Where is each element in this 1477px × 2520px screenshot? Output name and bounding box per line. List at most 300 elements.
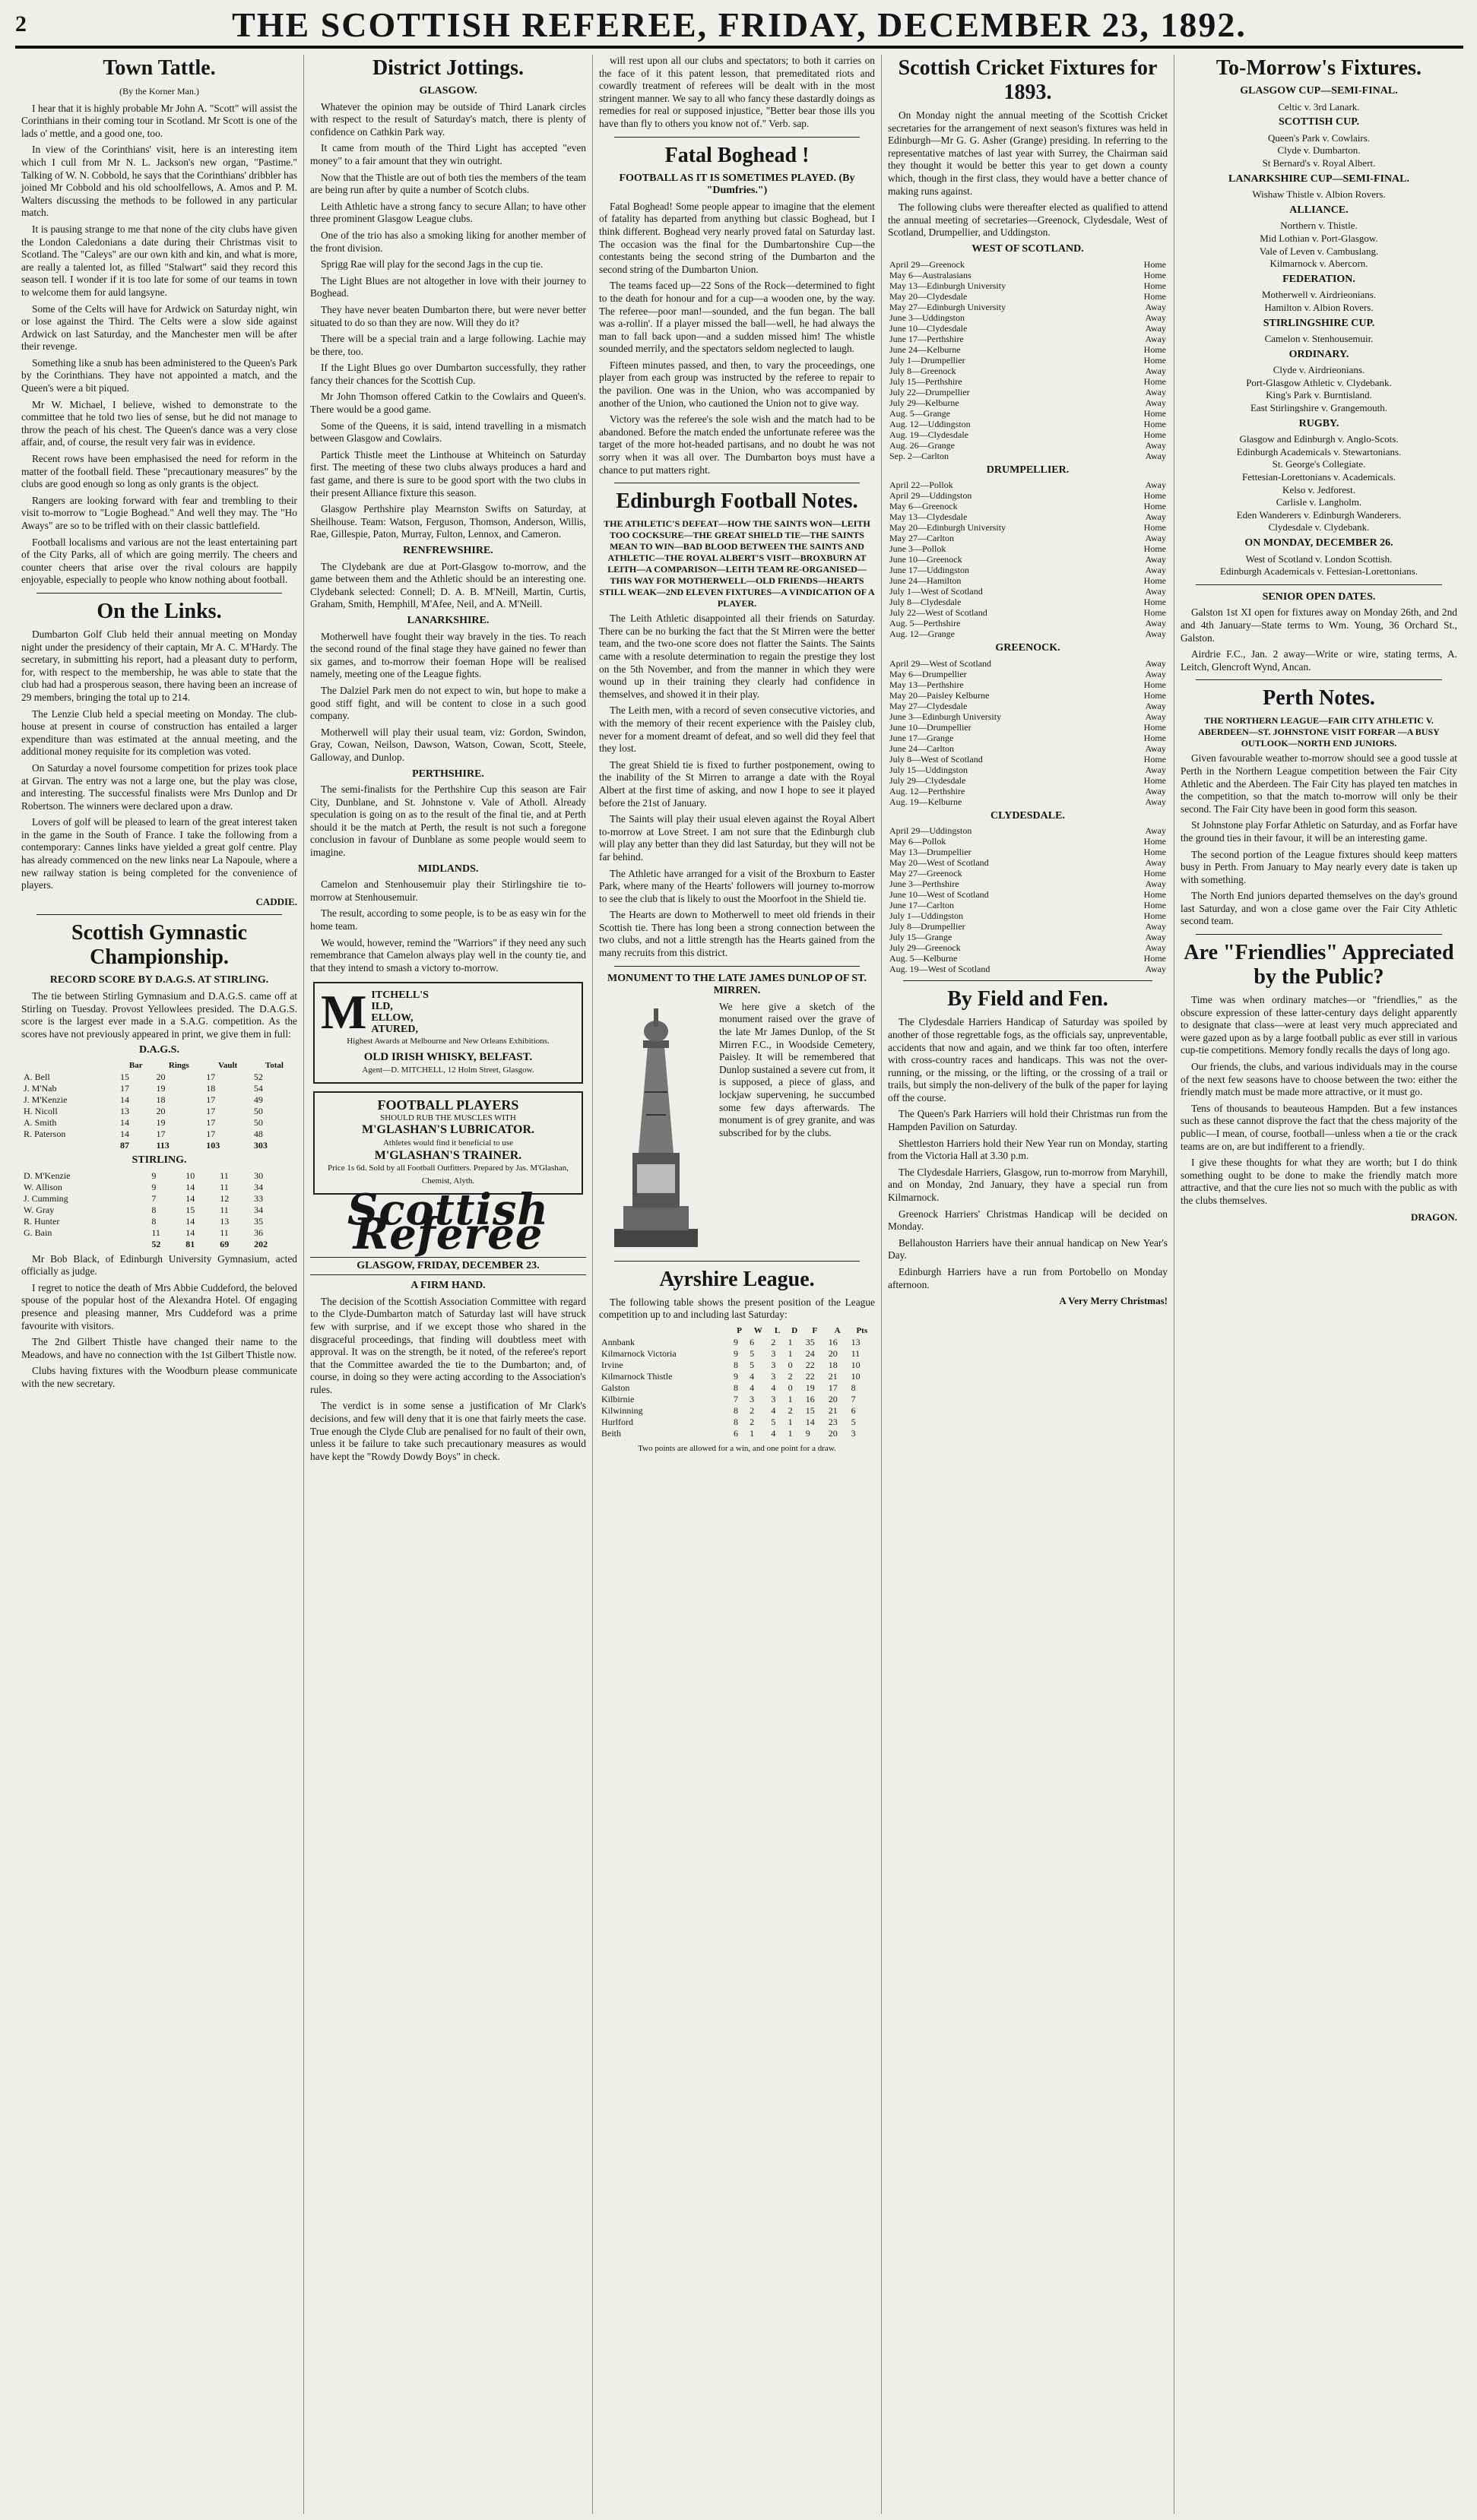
fixture-opponent: July 22—West of Scotland [889,607,987,619]
fixture-venue: Away [1145,511,1166,523]
fixture-row [888,825,1168,836]
fixture-row [888,942,1168,953]
fixture-section-title: STIRLINGSHIRE CUP. [1263,317,1375,329]
fixture-venue: Away [1145,386,1166,397]
fixture-venue: Home [1143,522,1166,533]
fixture-venue: Home [1143,407,1166,419]
fixture-row [888,355,1168,366]
fixture-opponent: May 20—Edinburgh University [889,522,1006,533]
fixture-line: Carlisle v. Langholm. [1276,496,1362,508]
fixture-venue: Home [1143,501,1166,512]
paragraph: Now that the Thistle are out of both ties the members of the team are being run after by quite a number of Scotch clubs. [310,171,586,196]
fixture-row [888,964,1168,974]
paragraph: The following table shows the present position of the League competition up to and including last Saturday: [599,1296,875,1321]
fixture-venue: Away [1145,668,1166,679]
fixture-row [888,701,1168,711]
paragraph: Bellahouston Harriers have their annual handicap on New Year's Day. [888,1236,1168,1262]
fixture-line: St Bernard's v. Royal Albert. [1262,157,1376,169]
fixture-venue: Home [1143,836,1166,847]
paragraph: Leith Athletic have a strong fancy to secure Allan; to have other three prominent Glasgow League clubs. [310,200,586,225]
fixture-row [888,868,1168,879]
fixture-opponent: May 27—Clydesdale [889,700,968,711]
paragraph: Fatal Boghead! Some people appear to imagine that the element of fatality has departed from anything but classic Boghead, but I think different. Boghead very nearly proved fatal on Saturday last. The occasion was the final for the Dumbartonshire Cup—the contestants being the second string of the Dumbarton and the second string of the Dumbarton Union. [599,200,875,275]
fixture-venue: Home [1143,774,1166,786]
fixture-venue: Home [1143,607,1166,619]
article-subheading: THE NORTHERN LEAGUE—FAIR CITY ATHLETIC V. ABERDEEN—ST. JOHNSTONE VISIT FORFAR —A BUSY OUTLOOK—NORTH END JUNIORS. [1198,715,1440,749]
paragraph: The Queen's Park Harriers will hold their Christmas run from the Hampden Pavilion on Saturday. [888,1108,1168,1133]
paragraph: Victory was the referee's the sole wish and the match had to be abandoned. Before the match ended the unfortunate referee was the target of the more hot-headed partisans, and no doubt he was not sorry when it was all over. The Dumbarton boys must have a chance to put matters right. [599,413,875,476]
fixture-row [888,733,1168,743]
fixture-row [888,291,1168,302]
section-heading: RENFREWSHIRE. [403,545,493,556]
fixture-row [888,921,1168,932]
table-row: D. M'Kenzie 9 10 11 30 [24,1170,264,1181]
table-row: J. M'Kenzie 14 18 17 49 [24,1094,263,1105]
fixture-row [888,775,1168,786]
fixture-line: Edinburgh Academicals v. Stewartonians. [1236,445,1402,457]
fixture-row [888,376,1168,387]
fixture-opponent: May 6—Greenock [889,501,958,512]
paragraph: Recent rows have been emphasised the need for reform in the matter of the football field. These "precautionary measures" by the clubs are good enough so long as only grants is the object. [21,453,297,490]
editorial-heading: A FIRM HAND. [410,1280,486,1292]
fixture-row [888,900,1168,910]
table-row: Kilmarnock Thistle 9 4 3 2 22 21 10 [601,1371,861,1382]
columns [15,55,1463,2514]
fixture-section-title: LANARKSHIRE CUP—SEMI-FINAL. [1228,173,1410,185]
paragraph: The Leith Athletic disappointed all their friends on Saturday. There can be no burking the fact that the St Mirren were the better team, and the two-one score does not flatter the Saints. The Saints came with a resolute determination to regain the prestige they lost on the 5th November, and from the manner in which they were wound up in their training they clearly had confidence in themselves, and showed it in their play. [599,613,875,700]
fixture-opponent: May 6—Pollok [889,836,946,847]
paragraph: Clubs having fixtures with the Woodburn please communicate with the new secretary. [21,1365,297,1389]
tomorrows-fixtures-heading: To-Morrow's Fixtures. [1216,56,1422,80]
fixture-venue: Home [1143,753,1166,765]
fixture-opponent: May 13—Drumpellier [889,847,971,858]
newspaper-logo [310,1185,586,1259]
fixture-table [888,825,1168,974]
column-4 [882,55,1174,2514]
table-row: Galston 8 4 4 0 19 17 8 [601,1382,856,1394]
fixture-venue: Home [1143,290,1166,302]
senior-open-dates-heading: SENIOR OPEN DATES. [1262,590,1376,603]
paragraph: In view of the Corinthians' visit, here is an interesting item which I cull from Mr N. L. Jackson's new organ, "Pastime." Talking of W. N. Cobbold, he says that the Corinthians' dribbler has joined Mr Cobbold and his old schoolfellows, A. Amos and P. M. Walters discussing the methods to be followed in any particular match. [21,144,297,219]
paragraph: Mr John Thomson offered Catkin to the Cowlairs and Queen's. There would be a good game. [310,391,586,416]
fixture-row [888,679,1168,690]
masthead [15,3,1463,49]
fixture-row [888,722,1168,733]
paragraph: Mr W. Michael, I believe, wished to demonstrate to the committee that he told two lies of sense, but he did not manage to throw the peach of his chest. The Queen's dance was a very close affair, and, of course, the result very fair was in evidence. [21,398,297,448]
paragraph: will rest upon all our clubs and spectators; to both it carries on the face of it this patent lesson, that premeditated riots and cowardly treatment of referees will be dealt with in the most stringent manner. We say to all who fancy these dastardly doings as remedies for real or supposed injustice, "Better bear those ills you have than fly to others you know not of." Verb. sap. [599,55,875,129]
fixture-row [888,879,1168,889]
fixture-line: Clyde v. Airdrieonians. [1273,364,1365,376]
field-and-fen-heading: By Field and Fen. [947,987,1108,1011]
fixture-row [888,607,1168,618]
fixture-venue: Home [1143,900,1166,911]
fixture-opponent: July 29—Clydesdale [889,774,966,786]
paragraph: Sprigg Rae will play for the second Jags in the cup tie. [321,258,544,271]
table-total-row: 52 81 69 202 [151,1238,268,1249]
table-row: Annbank 9 6 2 1 35 16 13 [601,1337,861,1348]
fixture-venue: Home [1143,868,1166,879]
ayrshire-league-heading: Ayrshire League. [659,1267,815,1291]
divider [903,980,1152,981]
paragraph: Time was when ordinary matches—or "friendlies," as the obscure expression of these latter-century days delight apparently to designate that class—were at least very much appreciated and were gazed upon as by a large football public as ever still in various cup-tie competitions. Memory fondly recalls the days of long ago. [1181,994,1457,1056]
table-row: A. Smith 14 19 17 50 [24,1117,263,1128]
fixture-opponent: June 24—Hamilton [889,575,962,587]
fixture-venue: Home [1143,418,1166,429]
fixture-row [888,259,1168,270]
fixture-venue: Home [1143,847,1166,858]
fixture-opponent: July 1—Uddingston [889,910,964,922]
fixture-venue: Away [1145,397,1166,408]
fixture-row [888,323,1168,334]
fixture-venue: Away [1145,333,1166,344]
fixture-opponent: Aug. 5—Grange [889,407,950,419]
fixture-row [888,847,1168,857]
paragraph: Greenock Harriers' Christmas Handicap will be decided on Monday. [888,1208,1168,1233]
fixture-venue: Home [1143,732,1166,743]
whisky-advertisement: M ITCHELL'S ILD, ELLOW, ATURED, Highest Awards at Melbourne and New Orleans Exhibitions. OLD IRISH WHISKY, BELFAST. Agent—D. MITCHELL, 12 Holm Street, Glasgow. [313,982,583,1084]
page-number: 2 [15,11,27,36]
fixture-opponent: May 27—Carlton [889,533,954,544]
paragraph: If the Light Blues go over Dumbarton successfully, they rather fancy their chances for the Scottish Cup. [310,362,586,386]
fixture-opponent: May 13—Perthshire [889,679,964,690]
fixture-group [888,464,1168,640]
fixture-row [888,889,1168,900]
fixture-line: Glasgow and Edinburgh v. Anglo-Scots. [1239,433,1399,445]
paragraph: The Clydebank are due at Port-Glasgow to-morrow, and the game between them and the Athletic should be an interesting one. Clydebank selected: Connell; D. A. B. M'Neill, Martin, Curtis, Graham, Smith, Hemphill, M'Afee, Neil, and A. M'Neill. [310,560,586,610]
fixture-line: Clydesdale v. Clydebank. [1268,521,1370,533]
fixture-venue: Home [1143,280,1166,291]
fixture-row [888,501,1168,511]
fixture-venue: Away [1145,857,1166,869]
table-row: Kilwinning 8 2 4 2 15 21 6 [601,1405,856,1417]
fixture-row [888,618,1168,628]
fixture-row [888,554,1168,565]
fixture-line: Celtic v. 3rd Lanark. [1278,100,1360,112]
fixture-opponent: July 1—Drumpellier [889,354,965,366]
paragraph: Fifteen minutes passed, and then, to vary the proceedings, one player from each group was instructed by the referee to repair to the pavilion. One was in the Union, who was accompanied by another of the Union, who cautioned the Union not to give way. [599,359,875,409]
paragraph: I give these thoughts for what they are worth; but I do think something ought to be done to make the friendly match more attractive, and that the cure lies not so much with the public as with the clubs themselves. [1181,1157,1457,1206]
fixture-venue: Away [1145,312,1166,323]
fixture-venue: Home [1143,269,1166,280]
district-jottings-heading: District Jottings. [372,56,525,80]
fixture-row [888,953,1168,964]
fixture-row [888,451,1168,461]
fixture-line: East Stirlingshire v. Grangemouth. [1250,402,1388,414]
fixture-row [888,597,1168,607]
fixture-venue: Away [1145,628,1166,640]
table-note: Two points are allowed for a win, and one point for a draw. [638,1444,836,1454]
paragraph: Lovers of golf will be pleased to learn of the great interest taken in the game in the South of France. I take the following from a contemporary: Cannes links have yielded a great golf centre. Play has already commenced on the new links near La Napoule, where a new railway station is being completed for the convenience of players. [21,816,297,891]
fixture-group-title: DRUMPELLIER. [986,464,1070,476]
fixture-opponent: June 3—Uddingston [889,312,965,323]
edinburgh-notes-heading: Edinburgh Football Notes. [616,489,858,514]
fatal-boghead-heading: Fatal Boghead ! [664,143,810,167]
paragraph: There will be a special train and a large following. Lachie may be there, too. [310,333,586,357]
column-5 [1174,55,1463,2514]
score-table-title: STIRLING. [132,1154,187,1166]
paragraph: The Clydesdale Harriers, Glasgow, run to-morrow from Maryhill, and on Monday, 2nd January, they have a special run from Kilmarnock. [888,1166,1168,1204]
fixture-row [888,932,1168,942]
fixture-line: Queen's Park v. Cowlairs. [1267,131,1370,144]
fixture-venue: Away [1145,657,1166,669]
fixture-venue: Away [1145,921,1166,932]
fixture-opponent: May 13—Edinburgh University [889,280,1006,291]
fixture-line: St. George's Collegiate. [1272,458,1366,470]
fixture-group-title: GREENOCK. [995,642,1060,654]
fixture-opponent: June 17—Uddingston [889,565,969,576]
fixture-row [888,280,1168,291]
paragraph: Galston 1st XI open for fixtures away on Monday 26th, and 2nd and 4th January—State terms to Wm. Young, 36 Orchard St., Galston. [1181,606,1457,644]
fixture-table [888,480,1168,639]
fixture-line: Clyde v. Dumbarton. [1277,144,1361,157]
paragraph: The Leith men, with a record of seven consecutive victories, and with the memory of their recent experience with the Paisley club, never for a moment dreamt of defeat, and so well did they feel that they lost. [599,704,875,755]
fixture-opponent: May 27—Greenock [889,868,962,879]
fixture-row [888,312,1168,323]
fixture-row [888,533,1168,543]
table-row: Kilmarnock Victoria 9 5 3 1 24 20 11 [601,1348,861,1360]
paragraph: The second portion of the League fixtures should keep matters busy in Perth. From January to May nearly every date is taken up with something. [1181,848,1457,885]
paragraph: Football localisms and various are not the least entertaining part of the City Parks, all of which are going merrily. The cheers and counter cheers that arise over the rival colours are happily enjoyable, especially to people who know nothing about football. [21,536,297,586]
fixture-opponent: June 10—West of Scotland [889,889,989,901]
paragraph: Partick Thistle meet the Linthouse at Whiteinch on Saturday first. The meeting of these two clubs always produces a hard and fast game, and there is sure to be good sport with the two clubs in their present Alliance fixture this season. [310,448,586,499]
paragraph: Airdrie F.C., Jan. 2 away—Write or wire, stating terms, A. Leitch, Glencroft Wynd, Ancan. [1181,648,1457,673]
fixture-opponent: June 3—Edinburgh University [889,711,1002,722]
table-row: R. Paterson 14 17 17 48 [24,1129,263,1139]
byline: (By the Korner Man.) [119,86,199,97]
fixture-line: Fettesian-Lorettonians v. Academicals. [1241,471,1396,483]
links-heading: On the Links. [97,599,222,623]
fixture-opponent: June 24—Carlton [889,742,954,754]
paragraph: The following clubs were thereafter elected as qualified to attend the annual meeting of secretaries—Greenock, Clydesdale, West of Scotland, Drumpellier, and Uddingston. [888,201,1168,239]
fixture-row [888,440,1168,451]
fixture-venue: Home [1143,543,1166,555]
table-header-row: Bar Rings Vault Total [128,1061,284,1070]
paragraph: The Hearts are down to Motherwell to meet old friends in their Scottish tie. There has long been a strong connection between the two clubs, and not a little strength has the Hearts gained from the many recruits from this district. [599,909,875,959]
fixture-row [888,334,1168,344]
fixture-row [888,669,1168,679]
fixture-opponent: July 8—Drumpellier [889,921,965,932]
paragraph: On Saturday a novel foursome competition for prizes took place at Girvan. The entry was not a large one, but the play was close, and interesting. The successful finalists were Mrs Dunlop and Dr Robertson. The winners were declared upon a draw. [21,761,297,812]
paragraph: Mr Bob Black, of Edinburgh University Gymnasium, acted officially as judge. [21,1252,297,1277]
fixture-line: Vale of Leven v. Cambuslang. [1259,245,1379,257]
column-2 [304,55,593,2514]
fixture-opponent: May 20—West of Scotland [889,857,989,869]
table-row: H. Nicoll 13 20 17 50 [24,1106,263,1116]
league-table [599,1325,875,1439]
paragraph: We would, however, remind the "Warriors" if they need any such remembrance that Camelon always play well in the county tie, and that they intend to smash a victory to-morrow. [310,936,586,973]
table-row: J. Cumming 7 14 12 33 [24,1192,264,1204]
signature: CADDIE. [255,895,297,907]
paragraph: I hear that it is highly probable Mr John A. "Scott" will assist the Corinthians in their coming tour in Scotland. Mr Scott is one of the lads o' mettle, and a good one, too. [21,102,297,139]
lubricator-advertisement: FOOTBALL PLAYERS SHOULD RUB THE MUSCLES WITH M'GLASHAN'S LUBRICATOR. Athletes would find it beneficial to use M'GLASHAN'S TRAINER. Price 1s 6d. Sold by all Football Outfitters. Prepared by Jas. M'Glashan, Chemist, Alyth. [313,1091,583,1195]
fixture-group-title: WEST OF SCOTLAND. [971,242,1084,255]
paragraph: Our friends, the clubs, and various individuals may in the course of the next few seasons have to choose between the two: either the friendly match must be made more attractive, or it must go. [1181,1061,1457,1098]
fixture-line: Northern v. Thistle. [1280,220,1358,232]
fixture-row [888,344,1168,355]
fixture-venue: Away [1145,365,1166,376]
fixture-row [888,786,1168,796]
fixture-group [888,243,1168,461]
fixture-opponent: Aug. 12—Grange [889,628,955,640]
fixture-group [888,810,1168,975]
fixture-line: Mid Lothian v. Port-Glasgow. [1260,232,1378,244]
fixture-opponent: April 29—West of Scotland [889,657,992,669]
fixture-venue: Home [1143,721,1166,733]
fixture-row [888,366,1168,376]
section-heading: LANARKSHIRE. [407,614,490,626]
fixture-group [888,642,1168,807]
paragraph: One of the trio has also a smoking liking for another member of the front division. [310,229,586,254]
fixture-opponent: Aug. 5—Perthshire [889,618,961,629]
fixture-venue: Away [1145,796,1166,807]
fixture-section-title: SCOTTISH CUP. [1278,116,1360,128]
fixture-row [888,690,1168,701]
paragraph: I regret to notice the death of Mrs Abbie Cuddeford, the beloved spouse of the popular host of the Alexandra Hotel. Of engaging presence and pleasing manner, Mrs Cuddeford was a prime favourite with visitors. [21,1281,297,1331]
fixture-opponent: Aug. 12—Uddingston [889,418,971,429]
table-row: G. Bain 11 14 11 36 [24,1227,264,1238]
divider [36,593,282,594]
fixture-group-title: CLYDESDALE. [990,809,1065,822]
fixture-line: King's Park v. Burntisland. [1266,389,1372,401]
fixture-section-title: GLASGOW CUP—SEMI-FINAL. [1240,85,1398,97]
monument-illustration [599,1001,713,1252]
fixture-opponent: May 20—Paisley Kelburne [889,689,990,701]
paragraph: On Monday night the annual meeting of the Scottish Cricket secretaries for the arrangement of next season's fixtures was held in Edinburgh—Mr G. G. Asher (Grange) presiding. In referring to the representative matches of last year with Surrey, the Chairman said they thought it would be better this year to get down a county which, though in the first class, they would have a better chance of making runs against. [888,109,1168,197]
article-subheading: FOOTBALL AS IT IS SOMETIMES PLAYED. (By "Dumfries.") [619,172,855,197]
divider [614,1261,860,1262]
perth-notes-heading: Perth Notes. [1263,686,1375,711]
fixture-table [888,259,1168,461]
table-row: Beith 6 1 4 1 9 20 3 [601,1428,856,1439]
table-header-row: P W L D F A Pts [737,1326,868,1336]
fixture-section-title: ON MONDAY, DECEMBER 26. [1244,537,1393,549]
fixture-venue: Away [1145,711,1166,722]
fixture-venue: Away [1145,533,1166,544]
fixture-row [888,511,1168,522]
fixture-line: Edinburgh Academicals v. Fettesian-Lorettonians. [1220,565,1418,578]
fixture-row [888,743,1168,754]
fixture-venue: Home [1143,575,1166,587]
dateline: GLASGOW, FRIDAY, DECEMBER 23. [310,1257,586,1276]
table-row: W. Gray 8 15 11 34 [24,1204,264,1215]
fixture-opponent: July 1—West of Scotland [889,586,983,597]
fixture-venue: Home [1143,597,1166,608]
fixture-opponent: April 29—Uddingston [889,825,972,837]
article-subheading: THE ATHLETIC'S DEFEAT—HOW THE SAINTS WON—LEITH TOO COCKSURE—THE GREAT SHIELD TIE—THE SAINTS MEAN TO WIN—BAD BLOOD BETWEEN THE SAINTS AND ATHLETIC—THE ROYAL ALBERT'S VISIT—BROXBURN AT LEITH—A COMPARISON—LEITH TEAM RE-ORGANISED—THIS WAY FOR MOTHERWELL—OLD FRIENDS—HEARTS STILL WEAK—2ND ELEVEN FIXTURES—A VINDICATION OF A PLAYER. [599,518,875,609]
fixture-opponent: May 20—Clydesdale [889,290,968,302]
fixture-venue: Away [1145,439,1166,451]
fixture-venue: Away [1145,932,1166,943]
fixture-line: West of Scotland v. London Scottish. [1245,552,1393,565]
fixture-venue: Away [1145,942,1166,954]
table-row: A. Bell 15 20 17 52 [24,1072,263,1082]
fixture-opponent: April 29—Uddingston [889,490,972,502]
fixture-opponent: July 29—Kelburne [889,397,959,408]
paragraph: Some of the Queens, it is said, intend travelling in a mismatch between Glasgow and Cowlairs. [310,419,586,445]
paragraph: Shettleston Harriers hold their New Year run on Monday, starting from the Victoria Hall at 3.30 p.m. [888,1137,1168,1162]
divider [1196,679,1442,680]
monument-heading: MONUMENT TO THE LATE JAMES DUNLOP OF ST. MIRREN. [607,972,867,997]
cricket-fixtures-heading: Scottish Cricket Fixtures for 1893. [898,56,1158,104]
paragraph: The Light Blues are not altogether in love with their journey to Boghead. [310,274,586,299]
fixture-opponent: Aug. 5—Kelburne [889,953,958,964]
fixture-row [888,796,1168,807]
paragraph: The tie between Stirling Gymnasium and D.A.G.S. came off at Stirling on Tuesday. Provost Yellowlees presided. The D.A.G.S. score is the largest ever made in a S.A.G. competition. As the scores have not previously appeared in print, we give them in full: [21,990,297,1040]
fixture-line: Wishaw Thistle v. Albion Rovers. [1252,188,1386,201]
paragraph: Given favourable weather to-morrow should see a good tussle at Perth in the Northern League competition between the Fair City Athletic and the Aberdeen. The Fair City has played ten matches in the competition, so that the match to-morrow will only be their second. The Fair City have been in good form this season. [1181,752,1457,815]
divider [1196,584,1442,585]
fixture-opponent: Sep. 2—Carlton [889,450,949,461]
fixture-sections [1181,85,1457,578]
paragraph: Rangers are looking forward with fear and trembling to their visit to-morrow to "Logie Boghead." And well they may. The "Ho Aways" are so to be trifled with on their classic battlefield. [21,494,297,531]
fixture-opponent: Aug. 26—Grange [889,439,955,451]
fixture-venue: Away [1145,480,1166,491]
fixture-venue: Home [1143,343,1166,355]
section-heading: PERTHSHIRE. [412,768,484,780]
section-heading: GLASGOW. [419,85,477,97]
fixture-venue: Home [1143,889,1166,901]
fixture-venue: Away [1145,964,1166,975]
paragraph: The Dalziel Park men do not expect to win, but hope to make a good stiff fight, and will be content to close in a such good company. [310,684,586,722]
fixture-opponent: Aug. 19—West of Scotland [889,964,990,975]
table-total-row: 87 113 103 303 [120,1140,268,1151]
paragraph: Tens of thousands to beauteous Hampden. But a few instances such as these cannot disprove the fact that the chess majority of the public—I mean, of course, football—unless when a tie or the crack teams are on, are but indifferent to a friendly. [1181,1102,1457,1152]
fixture-opponent: May 6—Drumpellier [889,668,967,679]
fixture-opponent: July 15—Grange [889,932,952,943]
fixture-opponent: Aug. 19—Clydesdale [889,429,968,440]
fixture-row [888,522,1168,533]
paragraph: St Johnstone play Forfar Athletic on Saturday, and as Forfar have the ground ties in their favour, it will be an interesting game. [1181,819,1457,844]
fixture-venue: Away [1145,322,1166,334]
fixture-line: Camelon v. Stenhousemuir. [1264,333,1374,345]
fixture-row [888,711,1168,722]
fixture-opponent: May 6—Australasians [889,269,971,280]
fixture-opponent: April 22—Pollok [889,480,953,491]
fixture-venue: Away [1145,700,1166,711]
divider [614,137,860,138]
paragraph: The verdict is in some sense a justification of Mr Clark's decisions, and few will deny that it is one that fairly meets the case. True enough the Clyde Club are penalised for no fault of their own, unless it be failure to take such precautionary measures as would have kept the "Rowdy Dowdy Boys" in check. [310,1400,586,1462]
fixture-opponent: July 8—Clydesdale [889,597,962,608]
paragraph: Camelon and Stenhousemuir play their Stirlingshire tie to-morrow at Stenhousemuir. [310,879,586,903]
fixture-row [888,658,1168,669]
fixture-opponent: June 24—Kelburne [889,343,961,355]
fixture-venue: Away [1145,879,1166,890]
paragraph: Motherwell will play their usual team, viz: Gordon, Swindon, Gray, Cowan, Neilson, Dawson, Watson, Cowan, Scott, Steele, Galloway, and Dunlop. [310,726,586,763]
fixture-row [888,575,1168,586]
table-row: Kilbirnie 7 3 3 1 16 20 7 [601,1394,856,1405]
fixture-opponent: June 17—Carlton [889,900,954,911]
fixture-venue: Away [1145,785,1166,796]
fixture-opponent: July 15—Uddingston [889,764,968,775]
fixture-opponent: July 22—Drumpellier [889,386,970,397]
fixture-row [888,765,1168,775]
fixture-row [888,490,1168,501]
fixture-section-title: FEDERATION. [1282,273,1355,285]
ad-product: OLD IRISH WHISKY, BELFAST. [363,1051,533,1063]
fixture-opponent: June 3—Perthshire [889,879,959,890]
table-row: J. M'Nab 17 19 18 54 [24,1083,263,1094]
fixture-venue: Home [1143,679,1166,690]
paragraph: The semi-finalists for the Perthshire Cup this season are Fair City, Dunblane, and St. Johnstone v. Vale of Atholl. Already speculation is going on as to the result of the final tie, and at Perth should it be the match at Perth, the result is not such a foregone conclusion in favour of Dunblane as some people would seem to imagine. [310,784,586,859]
fixture-venue: Home [1143,910,1166,922]
fixture-line: Port-Glasgow Athletic v. Clydebank. [1246,376,1392,388]
logo-text: Scottish Referee [347,1185,550,1259]
fixture-section-title: RUGBY. [1298,417,1339,429]
paragraph: The Saints will play their usual eleven against the Royal Albert to-morrow at Love Street. I am not sure that the Edinburgh club will play any better than they did last Saturday, but they will not be far behind. [599,813,875,863]
section-heading: MIDLANDS. [417,863,479,875]
paragraph: The 2nd Gilbert Thistle have changed their name to the Meadows, and have no connection with the 1st Gilbert Thistle now. [21,1336,297,1360]
fixture-opponent: July 8—Greenock [889,365,956,376]
